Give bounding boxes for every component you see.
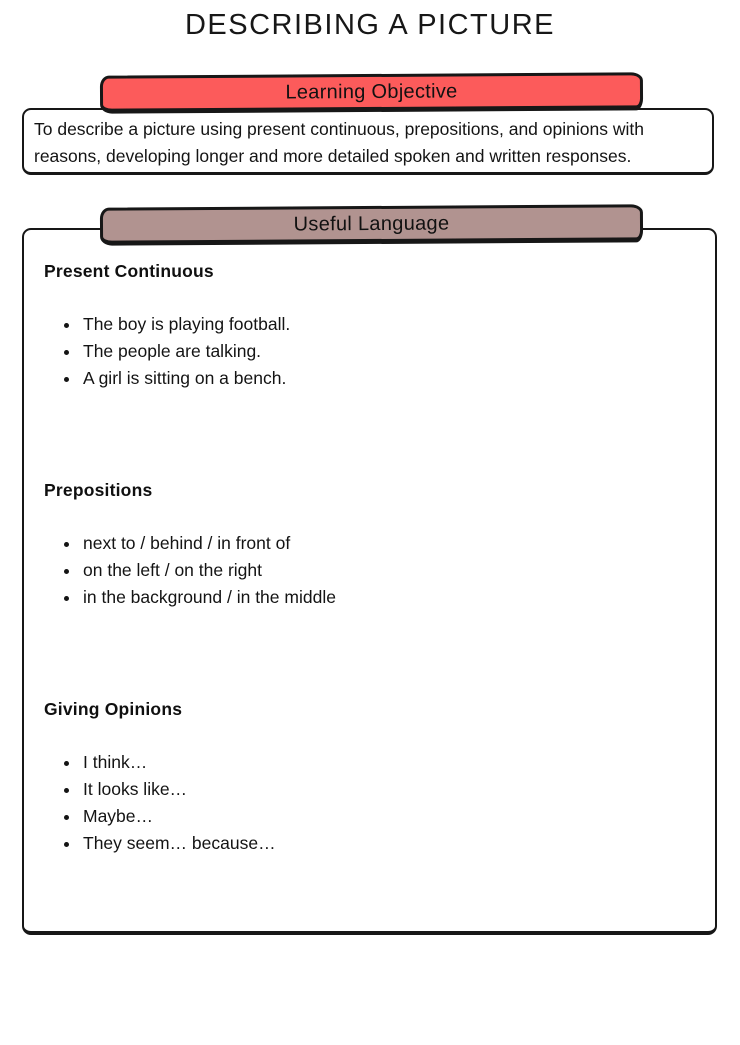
- list-item: • It looks like…: [81, 776, 695, 803]
- section-heading: Prepositions: [44, 480, 153, 500]
- objective-text-line-2: reasons, developing longer and more detailed spoken and written responses.: [34, 146, 632, 166]
- list-item: • I think…: [81, 749, 695, 776]
- list-item: • on the left / on the right: [81, 557, 695, 584]
- section-present-continuous: [44, 261, 695, 392]
- useful-language-banner: [100, 204, 643, 245]
- page-title: DESCRIBING A PICTURE: [184, 9, 555, 41]
- learning-objective-banner-label: Learning Objective: [285, 79, 458, 104]
- list-item: • next to / behind / in front of: [81, 530, 695, 557]
- list-item: • The people are talking.: [81, 338, 695, 365]
- section-giving-opinions: [44, 699, 695, 857]
- useful-language-banner-label: Useful Language: [293, 212, 450, 235]
- list-item: • They seem… because…: [81, 830, 695, 857]
- example-list: [44, 530, 695, 611]
- section-heading: Present Continuous: [44, 261, 214, 281]
- list-item: • A girl is sitting on a bench.: [81, 365, 695, 392]
- list-item: • in the background / in the middle: [81, 584, 695, 611]
- list-item: • Maybe…: [81, 803, 695, 830]
- section-heading: Giving Opinions: [44, 699, 183, 719]
- list-item: • The boy is playing football.: [81, 311, 695, 338]
- learning-objective-box: [22, 108, 714, 175]
- objective-text-line-1: To describe a picture using present continuous, prepositions, and opinions with: [34, 119, 644, 139]
- useful-language-box: [22, 228, 717, 935]
- learning-objective-banner: [100, 72, 643, 113]
- example-list: [44, 311, 695, 392]
- example-list: [44, 749, 695, 857]
- section-prepositions: [44, 480, 695, 611]
